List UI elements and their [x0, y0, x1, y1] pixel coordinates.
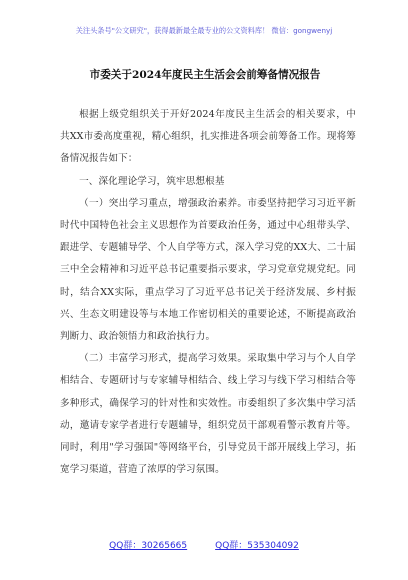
subsection-paragraph-1: （一）突出学习重点，增强政治素养。市委坚持把学习习近平新时代中国特色社会主义思想作为首要政治任务，通过中心组带头学、跟进学、专题辅导学、个人自学等方式，深入学习党的XX大、二十届三中全会精神和习近平总书记重要指示要求，学习党章党规党纪。同时，结合XX实际，重点学习了习近平总书记关于经济发展、乡村振兴、生态文明建设等与本地工作密切相关的重要论述，不断提高政治判断力、政治领悟力和政治执行力。: [60, 197, 356, 343]
document-body: [60, 104, 356, 481]
qq-group-footer: [0, 538, 408, 554]
subsection-paragraph-2: （二）丰富学习形式，提高学习效果。采取集中学习与个人自学相结合、专题研讨与专家辅导相结合、线上学习与线下学习相结合等多种形式，确保学习的针对性和实效性。市委组织了多次集中学习活动，邀请专家学者进行专题辅导，组织党员干部观看警示教育片等。同时，利用"学习强国"等网络平台，引导党员干部开展线上学习，拓宽学习渠道，营造了浓厚的学习氛围。: [60, 353, 356, 476]
document-title: 市委关于2024年度民主生活会会前筹备情况报告: [89, 69, 321, 81]
qq-group-link-1[interactable]: QQ群：30265665: [109, 541, 188, 551]
promo-banner[interactable]: 关注头条号"公文研究"，获得最新最全最专业的公文资料库！ 微信：gongwenyj: [75, 26, 333, 35]
intro-paragraph: 根据上级党组织关于开好2024年度民主生活会的相关要求，中共XX市委高度重视，精心组织，扎实推进各项会前筹备工作。现将筹备情况报告如下：: [60, 109, 356, 165]
section-heading-1: 一、深化理论学习，筑牢思想根基: [79, 175, 225, 187]
qq-group-link-2[interactable]: QQ群：535304092: [215, 541, 299, 551]
